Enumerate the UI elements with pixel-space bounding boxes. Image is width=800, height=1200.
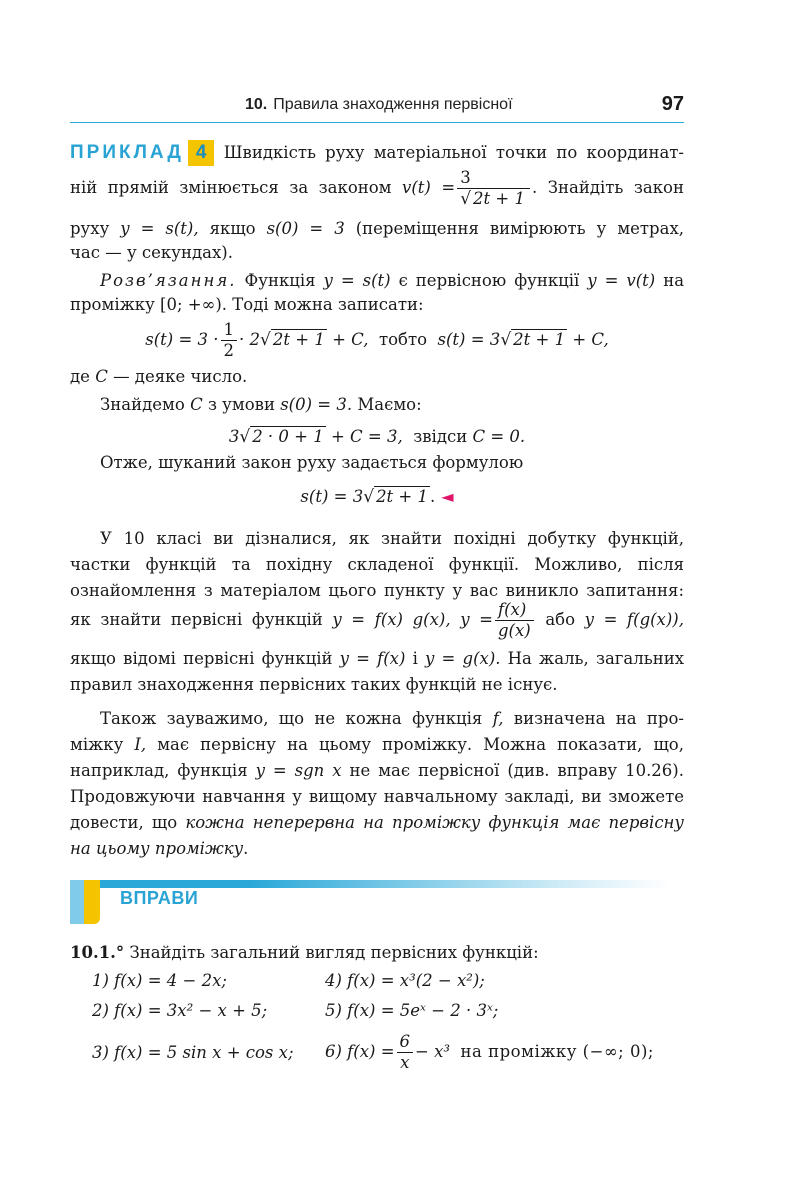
example-text: якщо <box>209 219 256 238</box>
section-bar <box>70 880 670 888</box>
radicand: 2t + 1 <box>272 330 325 349</box>
formula: s(t) = 3 <box>437 330 501 349</box>
solution-text: є первісною функції <box>398 271 580 290</box>
formula: 3 <box>228 427 240 446</box>
fraction-denominator: 2 <box>223 341 235 360</box>
formula: C <box>190 395 203 414</box>
para1-line-1: У 10 класі ви дізналися, як знайти похідні добутку функцій, <box>100 529 684 548</box>
example-line-3 <box>70 216 684 242</box>
para2-line-1 <box>70 706 684 732</box>
sqrt-sign: √ <box>260 330 271 350</box>
solution-line-4 <box>70 392 684 418</box>
example-text: ній прямій змінюється за законом <box>70 178 392 197</box>
example-line-4: час — у секундах). <box>70 243 233 262</box>
formula: y = s(t) <box>323 271 391 290</box>
para1-line-6: правил знаходження первісних таких функцій не існує. <box>70 675 558 694</box>
solution-text: Знайдемо <box>100 395 185 414</box>
para-text: і <box>412 649 418 668</box>
para-text: міжку <box>70 735 124 754</box>
radicand: 2 · 0 + 1 <box>252 427 324 446</box>
para-text: має первісну на цьому проміжку. Можна показати, що, <box>157 735 684 754</box>
task-text: на проміжку (−∞; 0); <box>460 1042 654 1061</box>
fraction <box>221 320 238 361</box>
formula-connector: тобто <box>378 330 428 349</box>
solution-text: з умови <box>207 395 275 414</box>
velocity-formula: v(t) = <box>402 178 456 197</box>
solution-text: — деяке число. <box>113 367 248 386</box>
running-header <box>70 92 684 123</box>
para1-line-2: частки функцій та похідну складеної функції. Можливо, після <box>70 555 684 574</box>
formula: C = 0. <box>472 427 526 446</box>
formula: · 2 <box>239 330 261 349</box>
solution-line-5: Отже, шуканий закон руху задається формулою <box>100 453 524 472</box>
sqrt-sign: √ <box>500 330 512 350</box>
formula-1 <box>70 320 684 361</box>
formula: s(0) = 3 <box>266 219 345 238</box>
formula: y = v(t) <box>587 271 656 290</box>
solution-line-3 <box>70 364 684 390</box>
header-section-name: Правила знаходження первісної <box>273 96 513 113</box>
solution-text: на <box>663 271 685 290</box>
fraction <box>397 1032 414 1073</box>
para-text: наприклад, функція <box>70 761 248 780</box>
radicand: 2t + 1 <box>513 330 566 349</box>
fraction <box>495 600 534 641</box>
para2-line-5 <box>70 810 684 836</box>
task-text: Знайдіть загальний вигляд первісних функцій: <box>129 943 539 962</box>
formula: s(t) = 3 · <box>145 330 219 349</box>
para2-line-4: Продовжуючи навчання у вищому навчальному закладі, ви зможете <box>70 787 684 806</box>
para-text: Також зауважимо, що не кожна функція <box>100 709 483 728</box>
fraction-numerator: f(x) <box>495 600 534 621</box>
radicand: 2t + 1 <box>473 189 525 208</box>
para-text: або <box>545 610 576 629</box>
formula: y = sgn x <box>255 761 342 780</box>
task-item-1: 1) f(x) = 4 − 2x; <box>92 971 227 990</box>
task-item-5: 5) f(x) = 5eˣ − 2 · 3ˣ; <box>325 1001 499 1020</box>
formula: y = f(x) g(x), <box>332 610 451 629</box>
radicand: 2t + 1 <box>376 487 429 506</box>
formula: . <box>430 487 436 506</box>
solution-text: Функція <box>244 271 316 290</box>
formula: I, <box>134 735 147 754</box>
para-text: визначена на про- <box>513 709 684 728</box>
para-text: На жаль, загальних <box>507 649 685 668</box>
formula: f, <box>492 709 504 728</box>
para1-line-4 <box>70 598 684 642</box>
fraction-denominator: g(x) <box>497 621 531 640</box>
para-text: як знайти первісні функцій <box>70 610 323 629</box>
para1-line-3: ознайомлення з матеріалом цього пункту у вас виникло запитання: <box>70 581 684 600</box>
formula: y = f(x) <box>339 649 406 668</box>
task-item-6 <box>325 1030 654 1074</box>
para-text: довести, що <box>70 813 178 832</box>
example-text: (переміщення вимірюють у метрах, <box>355 219 684 238</box>
task-item-2: 2) f(x) = 3x² − x + 5; <box>92 1001 268 1020</box>
theorem-text: на цьому проміжку <box>70 839 244 858</box>
formula-3 <box>70 484 684 510</box>
fraction-numerator: 3 <box>457 168 530 189</box>
formula-2 <box>70 424 684 450</box>
example-text: Швидкість руху матеріальної точки по координат- <box>223 143 684 162</box>
fraction-denominator: x <box>400 1053 410 1072</box>
solution-text: де <box>70 367 90 386</box>
solution-heading: Розв’язання. <box>100 271 237 290</box>
fraction-numerator: 1 <box>221 320 238 341</box>
para1-line-5 <box>70 646 684 672</box>
task-number: 10.1.° <box>70 943 125 962</box>
formula-connector: звідси <box>413 427 468 446</box>
solution-text: Маємо: <box>357 395 422 414</box>
solution-line-2: проміжку [0; +∞). Тоді можна записати: <box>70 295 424 314</box>
para-text: не має первісної (див. вправу 10.26). <box>349 761 684 780</box>
example-label: ПРИКЛАД <box>70 142 184 163</box>
para-text: якщо відомі первісні функцій <box>70 649 333 668</box>
theorem-text: кожна неперервна на проміжку функція має первісну <box>185 813 684 832</box>
task-10-1 <box>70 940 539 966</box>
formula: y = s(t), <box>120 219 199 238</box>
end-of-solution-marker: ◄ <box>441 487 454 506</box>
formula: 6) f(x) = <box>325 1042 395 1061</box>
formula: s(t) = 3 <box>300 487 364 506</box>
header-section-title <box>245 96 513 114</box>
section-tab-blue <box>70 880 84 924</box>
formula: + C = 3, <box>330 427 403 446</box>
formula: y = g(x). <box>425 649 501 668</box>
example-text: . Знайдіть закон <box>532 178 684 197</box>
formula: − x³ <box>415 1042 451 1061</box>
page-number: 97 <box>661 93 684 115</box>
fraction-denominator <box>457 189 530 209</box>
formula: + C, <box>332 330 369 349</box>
task-item-3: 3) f(x) = 5 sin x + cos x; <box>92 1043 294 1062</box>
solution-line-1 <box>70 268 684 294</box>
exercises-title: ВПРАВИ <box>120 888 199 908</box>
para-text: . <box>243 839 249 858</box>
sqrt-sign: √ <box>460 189 472 209</box>
fraction <box>457 168 530 209</box>
header-section-number: 10. <box>245 96 268 113</box>
para2-line-3 <box>70 758 684 784</box>
para2-line-2 <box>70 732 684 758</box>
example-line-2 <box>70 168 684 209</box>
formula: C <box>95 367 108 386</box>
fraction-numerator: 6 <box>397 1032 414 1053</box>
example-line-1 <box>70 140 684 166</box>
formula: s(0) = 3. <box>280 395 353 414</box>
section-tab-yellow <box>84 880 100 924</box>
para2-line-6 <box>70 836 684 862</box>
task-item-4: 4) f(x) = x³(2 − x²); <box>325 971 485 990</box>
formula: y = <box>460 610 493 629</box>
example-text: руху <box>70 219 110 238</box>
formula: + C, <box>572 330 609 349</box>
sqrt-sign: √ <box>363 487 375 507</box>
example-number-badge: 4 <box>188 140 215 166</box>
formula: y = f(g(x)), <box>584 610 684 629</box>
sqrt-sign: √ <box>239 427 251 447</box>
